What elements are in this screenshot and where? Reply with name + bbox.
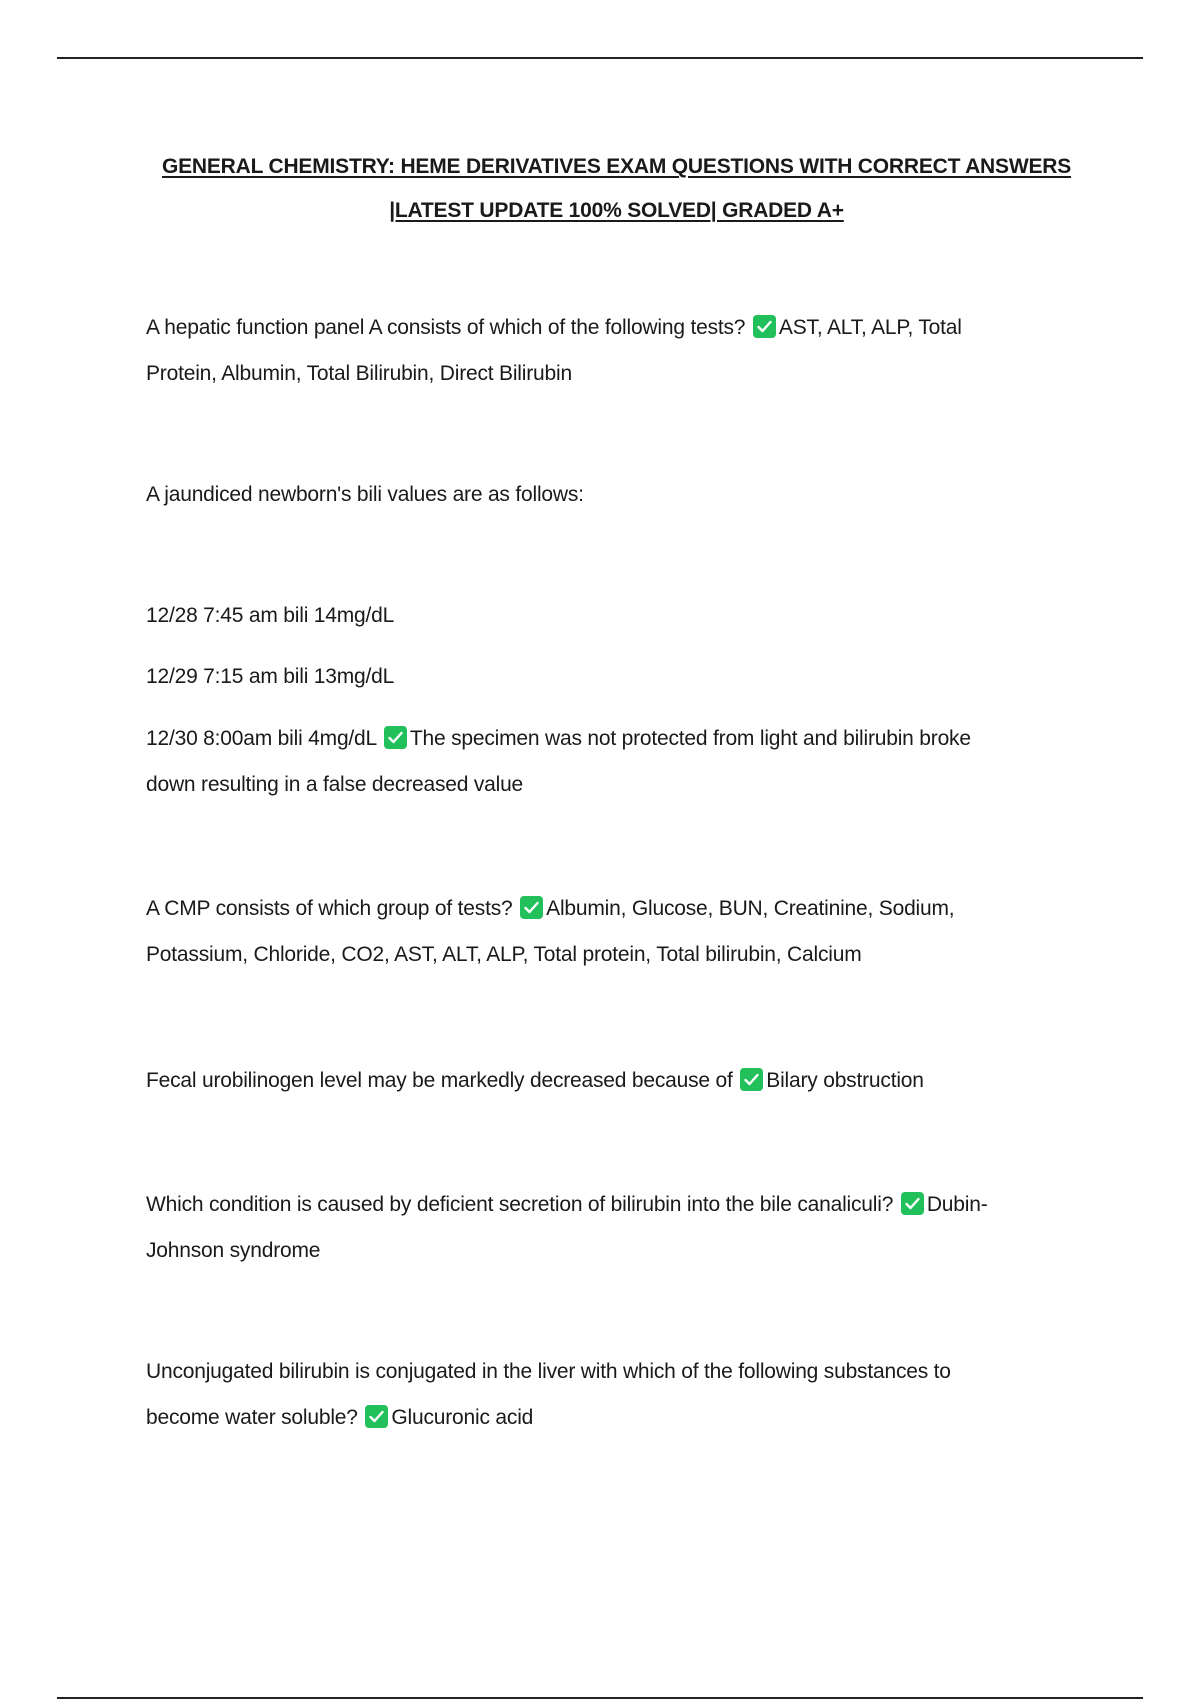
bili-reading-3-with-answer bbox=[146, 716, 1086, 808]
document-title bbox=[0, 145, 1200, 233]
check-mark-icon bbox=[365, 1405, 388, 1428]
check-mark-icon bbox=[753, 315, 776, 338]
title-line-1: GENERAL CHEMISTRY: HEME DERIVATIVES EXAM QUESTIONS WITH CORRECT ANSWERS bbox=[161, 155, 1072, 178]
question-line bbox=[146, 1182, 1086, 1228]
question-line bbox=[146, 886, 1086, 932]
header-rule bbox=[57, 57, 1143, 59]
question-text: Which condition is caused by deficient secretion of bilirubin into the bile canaliculi? bbox=[146, 1193, 894, 1216]
check-mark-icon bbox=[901, 1192, 924, 1215]
question-line bbox=[146, 716, 1086, 762]
check-mark-icon bbox=[740, 1068, 763, 1091]
qa-item-fecal-urobilinogen bbox=[146, 1058, 1086, 1104]
answer-continuation: Potassium, Chloride, CO2, AST, ALT, ALP, Total protein, Total bilirubin, Calcium bbox=[146, 943, 862, 966]
answer-continuation: down resulting in a false decreased value bbox=[146, 773, 524, 796]
qa-item-hepatic-panel bbox=[146, 305, 1086, 397]
qa-item-conjugation bbox=[146, 1349, 1086, 1441]
qa-item-bile-canaliculi bbox=[146, 1182, 1086, 1274]
bili-reading-text: 12/28 7:45 am bili 14mg/dL bbox=[146, 604, 395, 627]
answer-continuation: Protein, Albumin, Total Bilirubin, Direct Bilirubin bbox=[146, 362, 572, 385]
qa-item-cmp bbox=[146, 886, 1086, 978]
question-text: Unconjugated bilirubin is conjugated in the liver with which of the following substances to bbox=[146, 1360, 951, 1383]
question-line bbox=[146, 1058, 1086, 1104]
question-text: Fecal urobilinogen level may be markedly decreased because of bbox=[146, 1069, 733, 1092]
question-text: A hepatic function panel A consists of which of the following tests? bbox=[146, 316, 746, 339]
check-mark-icon bbox=[384, 726, 407, 749]
check-mark-icon bbox=[520, 896, 543, 919]
answer-text: Albumin, Glucose, BUN, Creatinine, Sodium, bbox=[546, 897, 955, 920]
answer-text: Dubin- bbox=[926, 1193, 988, 1216]
answer-text: The specimen was not protected from light and bilirubin broke bbox=[409, 727, 971, 750]
bili-reading-text: 12/30 8:00am bili 4mg/dL bbox=[146, 727, 377, 750]
question-text: become water soluble? bbox=[146, 1406, 358, 1429]
question-line bbox=[146, 1395, 1086, 1441]
question-text: A CMP consists of which group of tests? bbox=[146, 897, 513, 920]
qa-item-newborn-bili-intro bbox=[146, 472, 1086, 518]
answer-text: Bilary obstruction bbox=[766, 1069, 924, 1092]
question-text: A jaundiced newborn's bili values are as follows: bbox=[146, 483, 584, 506]
bili-reading-text: 12/29 7:15 am bili 13mg/dL bbox=[146, 665, 395, 688]
answer-text: Glucuronic acid bbox=[391, 1406, 534, 1429]
footer-rule bbox=[57, 1697, 1143, 1699]
bili-reading-2 bbox=[146, 654, 1086, 700]
answer-text: AST, ALT, ALP, Total bbox=[778, 316, 962, 339]
title-line-2: |LATEST UPDATE 100% SOLVED| GRADED A+ bbox=[389, 199, 844, 222]
question-line bbox=[146, 305, 1086, 351]
bili-reading-1 bbox=[146, 593, 1086, 639]
answer-continuation: Johnson syndrome bbox=[146, 1239, 321, 1262]
